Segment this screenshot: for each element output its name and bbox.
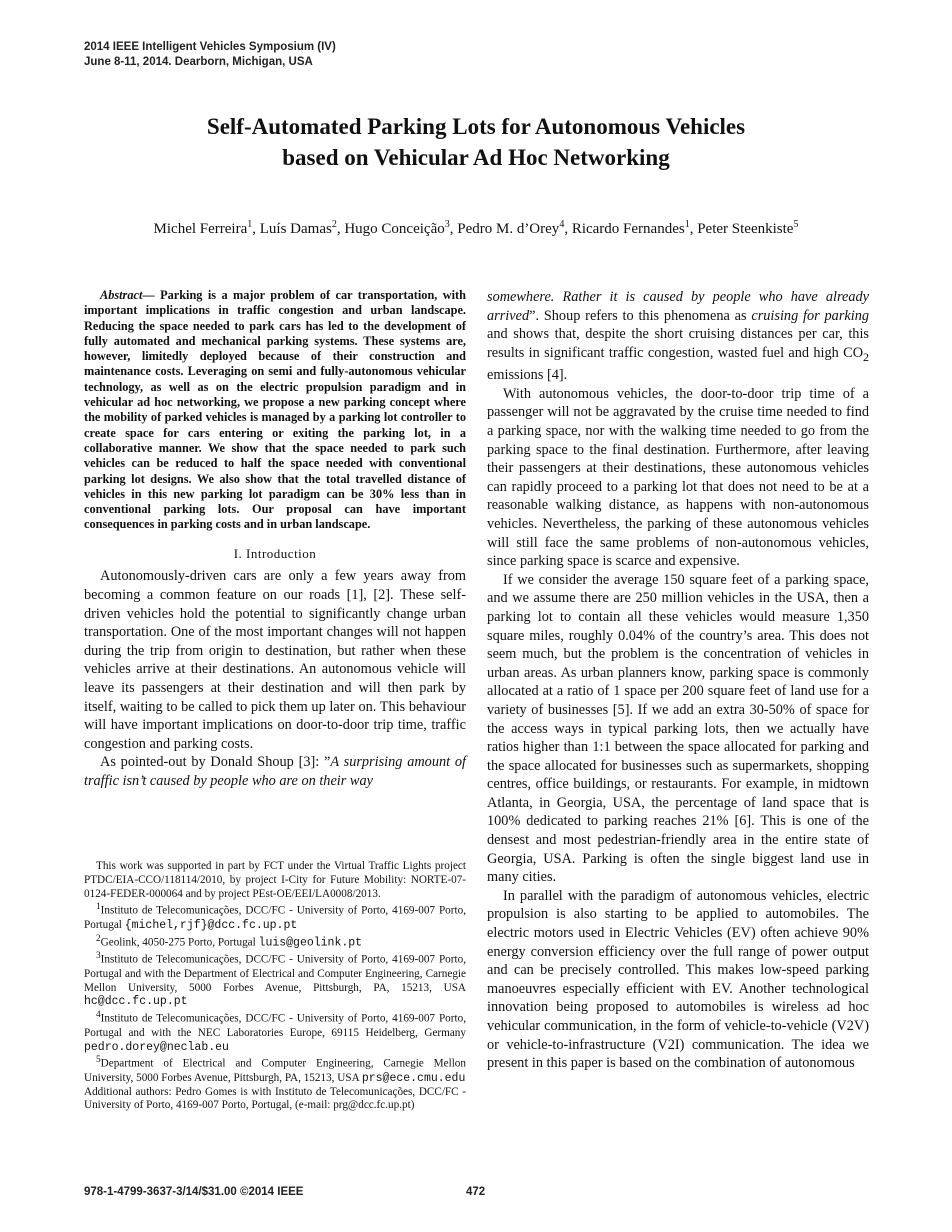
- intro-paragraph-5: In parallel with the paradigm of autonomous vehicles, electric propulsion is also starting to be applied to automobiles. The electric motors used in Electric Vehicles (EV) often achieve 90% energy conversion efficiency over the full range of power output and can be precisely controlled. This makes low-speed parking manoeuvres especially efficient with EV. Another technological innovation being proposed to automobiles is wireless ad hoc vehicular communication, in the form of vehicle-to-vehicle (V2V) or vehicle-to-infrastructure (V2I) communication. The idea we present in this paper is based on the combination of autonomous: [487, 887, 869, 1072]
- footnote-affiliation-3: $^3$Instituto de Telecomunicações, DCC/FC - University of Porto, 4169-007 Porto, Portugal and with the Department of Electrical and Computer Engineering, Carnegie Mellon University, 5000 Forbes Avenue, Pittsburgh, PA, 15213, USA hc@dcc.fc.up.pt: [84, 951, 466, 1009]
- email-address: luis@geolink.pt: [258, 936, 363, 950]
- title-line-1: Self-Automated Parking Lots for Autonomous Vehicles: [206, 114, 746, 139]
- conference-name: 2014 IEEE Intelligent Vehicles Symposium (IV): [84, 41, 336, 53]
- cruising-for-parking-term: cruising for parking: [751, 307, 870, 324]
- email-address: {michel,rjf}@dcc.fc.up.pt: [124, 918, 298, 932]
- left-column: [84, 288, 466, 790]
- intro-paragraph-1: Autonomously-driven cars are only a few years away from becoming a common feature on our roads [1], [2]. These self-driven vehicles hold the potential to significantly change urban transportation. One of the most important changes will not happen during the trip from origin to destination, but rather when these vehicles arrive at their destinations. An autonomous vehicle will leave its passengers at their destination and will then park by itself, waiting to be called to pick them up later on. This behaviour will have important implications on door-to-door trip time, traffic congestion and parking costs.: [84, 568, 466, 752]
- author: Michel Ferreira$^1$: [153, 219, 253, 237]
- title-line-2: based on Vehicular Ad Hoc Networking: [282, 145, 670, 170]
- conference-header: [84, 40, 336, 70]
- email-address: hc@dcc.fc.up.pt: [84, 995, 188, 1009]
- shoup-quote: A surprising amount of traffic isn’t caused by people who are on their way: [84, 754, 466, 789]
- copyright-footer: 978-1-4799-3637-3/14/$31.00 ©2014 IEEE: [84, 1186, 304, 1198]
- intro-paragraph-2: As pointed-out by Donald Shoup [3]: ”A surprising amount of traffic isn’t caused by people who are on their way: [84, 754, 466, 789]
- email-address: pedro.dorey@neclab.eu: [84, 1040, 229, 1054]
- abstract-text: — Parking is a major problem of car transportation, with important implications in traffic congestion and urban landscape. Reducing the space needed to park cars has led to the development of fully automated and mechanical parking systems. These systems are, however, limitedly deployed because of their construction and maintenance costs. Leveraging on semi and fully-autonomous vehicular technology, as well as on the electric propulsion paradigm and in vehicular ad hoc networking, we propose a new parking concept where the mobility of parked vehicles is managed by a parking lot controller to create space for cars entering or exiting the parking lot, in a collaborative manner. We show that the space needed to park such vehicles can be reduced to half the space needed with conventional parking lot designs. We also show that the total travelled distance of vehicles in this new parking lot paradigm can be 30% less than in conventional parking lots. Our proposal can have important consequences in parking costs and in urban landscape.: [84, 288, 466, 532]
- footnote-affiliation-1: $^1$Instituto de Telecomunicações, DCC/FC - University of Porto, 4169-007 Porto, Portugal {michel,rjf}@dcc.fc.up.pt: [84, 902, 466, 932]
- intro-paragraph-3: With autonomous vehicles, the door-to-door trip time of a passenger will not be aggravated by the cruise time needed to find a parking space, nor with the walking time needed to go from the parking space to the final destination. Furthermore, after leaving their passengers at their destinations, these autonomous vehicles can rapidly proceed to a parking lot that does not need to be at a reasonable walking distance, as happens with non-autonomous vehicles. Nevertheless, the parking of these autonomous vehicles will still face the same problems of non-autonomous vehicles, since parking space is scarce and expensive.: [487, 385, 869, 570]
- author: Ricardo Fernandes$^1$: [571, 219, 690, 237]
- author: Pedro M. d’Orey$^4$: [457, 219, 565, 237]
- additional-authors-note: Additional authors: Pedro Gomes is with Instituto de Telecomunicações, DCC/FC - University of Porto, 4169-007 Porto, Portugal, (e-mail: prg@dcc.fc.up.pt): [84, 1085, 466, 1112]
- paper-title: [84, 111, 868, 173]
- footnotes: [84, 860, 466, 1113]
- intro-paragraph-2-continued: somewhere. Rather it is caused by people who have already arrived”. Shoup refers to this phenomena as cruising for parking and shows that, despite the short cruising distances per car, this results in significant traffic congestion, wasted fuel and high $CO_2$ emissions [4].: [487, 289, 870, 384]
- footnote-affiliation-4: $^4$Instituto de Telecomunicações, DCC/FC - University of Porto, 4169-007 Porto, Portugal and with the NEC Laboratories Europe, 69115 Heidelberg, Germany pedro.dorey@neclab.eu: [84, 1010, 466, 1054]
- abstract: [84, 288, 466, 533]
- author: Hugo Conceição$^3$: [344, 219, 450, 237]
- section-heading-introduction: I. Introduction: [233, 545, 317, 561]
- page-number: 472: [466, 1186, 486, 1198]
- abstract-label: Abstract: [100, 288, 143, 302]
- email-address: prs@ece.cmu.edu: [361, 1071, 466, 1085]
- footnote-affiliation-5: $^5$Department of Electrical and Computer Engineering, Carnegie Mellon University, 5000 Forbes Avenue, Pittsburgh, PA, 15213, USA prs@ece.cmu.edu: [84, 1055, 466, 1085]
- right-column: [487, 288, 869, 1073]
- footnote-affiliation-2: $^2$Geolink, 4050-275 Porto, Portugal luis@geolink.pt: [96, 933, 363, 950]
- author: Peter Steenkiste$^5$: [697, 219, 799, 237]
- author-list: Michel Ferreira$^1$, Luís Damas$^2$, Hugo Conceição$^3$, Pedro M. d’Orey$^4$, Ricardo Fernandes$^1$, Peter Steenkiste$^5$: [153, 219, 799, 237]
- intro-paragraph-4: If we consider the average 150 square feet of a parking space, and we assume there are 250 million vehicles in the USA, then a parking lot to contain all these vehicles would measure 1,350 square miles, roughly 0.04% of the country’s area. This does not seem much, but the problem is the concentration of vehicles in urban areas. As urban planners know, parking space is commonly allocated at a ratio of 1 space per 200 square feet of land use for a variety of businesses [5]. If we add an extra 30-50% of space for the access ways in typical parking lots, then we actually have ratios higher than 1:1 between the space allocated for parking and the space allocated for businesses such as supermarkets, shopping centres, office buildings, or restaurants. For example, in midtown Atlanta, in Georgia, USA, the percentage of land space that is 100% dedicated to parking reaches 21% [6]. This is one of the densest and most pedestrian-friendly area in the entire state of Georgia, USA. Parking is often the single biggest land use in many cities.: [487, 571, 869, 886]
- funding-note: This work was supported in part by FCT under the Virtual Traffic Lights project PTDC/EIA-CCO/118114/2010, by project I-City for Future Mobility: NORTE-07-0124-FEDER-000064 and by project PEst-OE/EEI/LA0008/2013.: [84, 860, 466, 900]
- conference-date-location: June 8-11, 2014. Dearborn, Michigan, USA: [84, 56, 313, 68]
- author: Luís Damas$^2$: [259, 219, 337, 237]
